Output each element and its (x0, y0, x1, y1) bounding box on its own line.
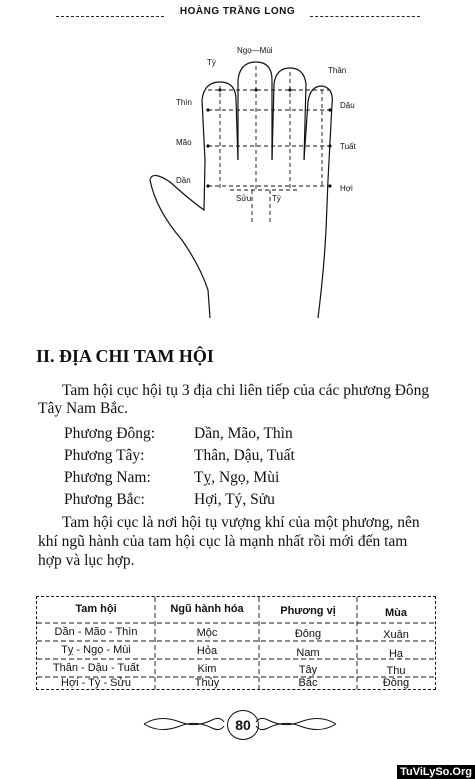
para2-line-2: khí ngũ hành của tam hội cục là mạnh nhất rồi mới đến tam (38, 533, 408, 550)
table-header: Ngũ hành hóa (170, 603, 244, 615)
table-cell: Mộc (196, 627, 218, 639)
label-ty-top: Tý (207, 58, 216, 67)
table-cell: Thu (386, 665, 406, 677)
direction-name: Phương Nam: (64, 469, 151, 486)
label-suu: Sửu (236, 194, 252, 203)
section-title: II. ĐỊA CHI TAM HỘI (36, 346, 214, 366)
direction-value: Dần, Mão, Thìn (194, 425, 293, 442)
header-rule-right (310, 16, 420, 17)
label-ngo-mui: Ngọ—Mùi (237, 46, 273, 55)
page-number: 80 (227, 710, 259, 740)
tam-hoi-table (36, 596, 436, 690)
table-cell: Thân - Dậu - Tuất (52, 662, 140, 674)
table-cell: Xuân (383, 629, 409, 641)
table-cell: Đông (294, 628, 322, 640)
table-cell: Kim (197, 663, 217, 675)
running-header: HOÀNG TRẦNG LONG (179, 6, 296, 17)
direction-name: Phương Tây: (64, 447, 145, 464)
label-dau: Dậu (340, 101, 355, 110)
table-header: Tam hội (75, 603, 117, 615)
label-thin: Thìn (176, 98, 193, 107)
table-header: Mùa (385, 607, 407, 619)
direction-value: Thân, Dậu, Tuất (194, 447, 295, 464)
label-mao: Mão (176, 138, 192, 147)
label-than: Thân (328, 66, 347, 75)
table-cell: Đông (382, 677, 410, 689)
intro-line-2: Tây Nam Bắc. (38, 400, 128, 417)
direction-value: Tỵ, Ngọ, Mùi (194, 469, 280, 486)
table-header: Phương vị (280, 605, 336, 617)
label-hoi: Hợi (340, 184, 353, 193)
direction-name: Phương Bắc: (64, 491, 145, 508)
watermark: TuViLySo.Org (397, 765, 475, 779)
table-cell: Hợi - Tý - Sửu (61, 677, 131, 689)
table-cell: Bắc (298, 677, 318, 689)
table-cell: Nam (296, 647, 320, 659)
intro-line-1: Tam hội cục hội tụ 3 địa chi liên tiếp của các phương Đông (62, 382, 430, 399)
para2-line-3: hợp và lục hợp. (38, 552, 135, 569)
table-cell: Hỏa (196, 645, 218, 657)
table-cell: Thủy (194, 677, 220, 689)
table-cell: Tây (298, 664, 318, 676)
table-cell: Tỵ - Ngọ - Mùi (61, 644, 131, 656)
label-ty-bottom: Tý (272, 194, 281, 203)
table-cell: Dần - Mão - Thìn (54, 626, 138, 638)
label-dan: Dần (176, 176, 191, 185)
direction-value: Hợi, Tý, Sửu (194, 491, 275, 508)
table-cell: Hạ (388, 648, 404, 660)
para2-line-1: Tam hội cục là nơi hội tụ vượng khí của một phương, nên (62, 514, 420, 531)
direction-name: Phương Đông: (64, 425, 156, 442)
hand-diagram (130, 40, 370, 330)
label-tuat: Tuất (340, 142, 356, 151)
